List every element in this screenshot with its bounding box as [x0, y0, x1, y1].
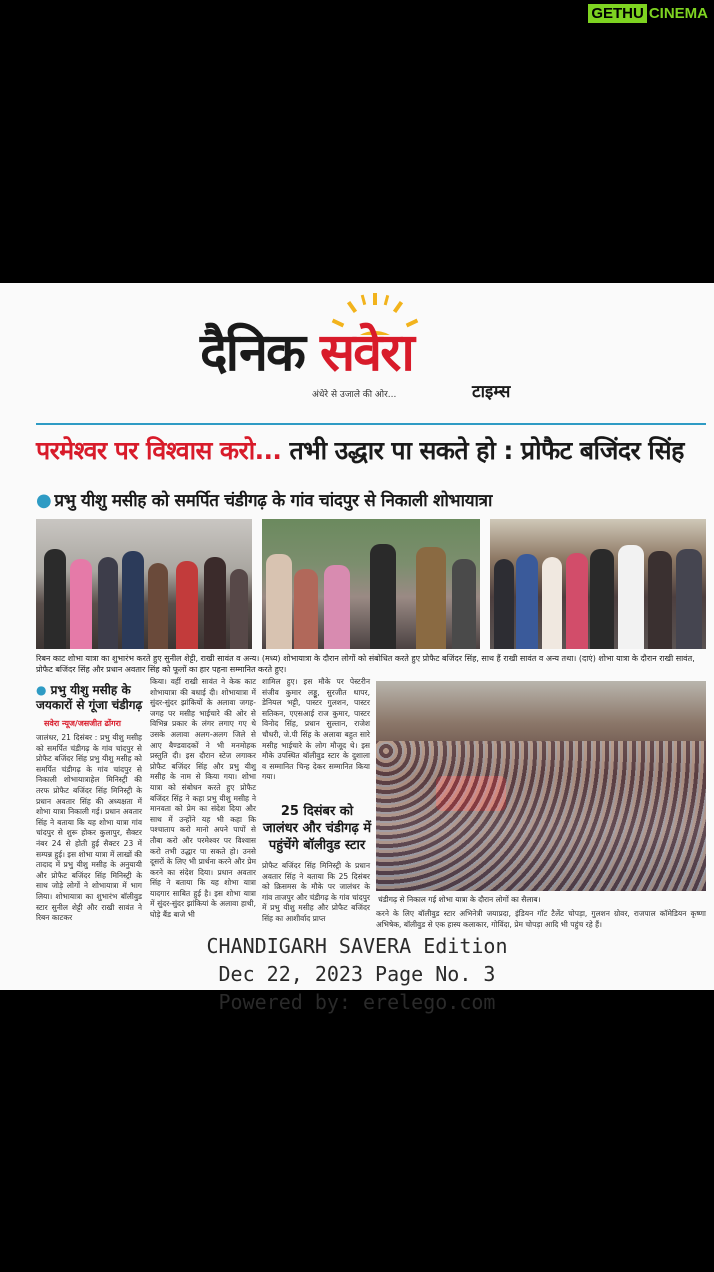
headline-part2: तभी उद्धार पा सकते हो : प्रोफैट बजिंदर सिंह: [289, 436, 684, 465]
watermark-part-a: GETHU: [588, 4, 647, 23]
photo-procession-crowd: [376, 681, 706, 891]
header-rule: [36, 423, 706, 425]
masthead-word2: सवेरा: [320, 323, 413, 383]
masthead-tagline: अंधेरे से उजाले की ओर...: [312, 390, 397, 400]
article-column-2: किया। वहीं राखी सावंत ने केक काट शोभायात्रा की बधाई दी। शोभायात्रा में सुंदर-सुंदर झांकियों के अलावा जगह-जगह पर मसीह भाईचारे की ओर से विभिन्न प्रकार के लंगर लगाए गए थे उसके अलावा अलग-अलग जिले से आए बैण्डवादकों ने भी मनमोहक प्रस्तुति दी। इस दौरान स्टेज लगाकर प्रोफैट बजिंदर सिंह और प्रभु यीशु मसीह के नाम से किया गया। शोभा यात्रा को संबोधन करते हुए प्रोफैट बजिंदर सिंह ने कहा प्रभु यीशु मसीह ने मानवता को प्रेम का संदेश दिया और साथ में उन्होंने यह भी कहा कि पश्चाताप करो मानो अपने पापों से तौबा करो और परमेश्वर पर विश्वास करो तभी उद्धार पा सकते हो। उनसे दूसरों के लिए भी प्रार्थना करने और प्रेम करने का संदेश दिया। प्रधान अवतार सिंह ने बताया कि यह शोभा यात्रा यादगार साबित हुई है। इस शोभा यात्रा में सुंदर-सुंदर झांकियां के अलावा हाथी, घोड़े बैंड बाजे भी: [150, 677, 256, 920]
bullet-icon: ●: [36, 490, 52, 511]
masthead-word1: दैनिक: [200, 323, 304, 383]
photo-caption: रिबन काट शोभा यात्रा का शुभारंभ करते हुए सुनील शेट्टी, राखी सावंत व अन्य। (मध्य) शोभायात्रा के दौरान लोगों को संबोधित करते हुए प्रोफैट बजिंदर सिंह, साथ हैं राखी सावंत व अन्य तथा। (दाएं) शोभा यात्रा के दौरान राखी सावंत, प्रोफैट बजिंदर सिंह और प्रधान अवतार सिंह को फूलों का हार पहना सम्मानित करते हुए।: [36, 654, 695, 674]
newspaper-clipping: [0, 283, 714, 1014]
photo-stage-address: [262, 519, 480, 649]
edition-name: CHANDIGARH SAVERA Edition: [206, 934, 508, 958]
subheadline-text: प्रभु यीशु मसीह को समर्पित चंडीगढ़ के गांव चांदपुर से निकाली शोभायात्रा: [54, 491, 493, 511]
watermark-part-b: CINEMA: [648, 5, 708, 22]
side-headline: ● प्रभु यीशु मसीह के जयकारों से गूंजा चंडीगढ़: [36, 683, 143, 712]
photo2-caption: चंडीगढ़ से निकाल गई शोभा यात्रा के दौरान लोगों का सैलाब।: [378, 895, 541, 904]
photo-ribbon-cutting: [36, 519, 252, 649]
article-column-4: करने के लिए बॉलीवुड स्टार अभिनेत्री जयाप्रदा, इंडियन गॉट टैलेंट चोपड़ा, गुलशन ग्रोवर, राजपाल कॉमेडियन कृष्णा अभिषेक, बॉलीवुड से एक हास्य कलाकार, गोविंदा, प्रेम चोपड़ा आदि भी पहुंच रहे हैं।: [376, 909, 706, 929]
main-headline: [36, 434, 708, 468]
edition-info: [0, 932, 714, 1016]
subheadline: [36, 488, 492, 511]
side-headline-text: प्रभु यीशु मसीह के जयकारों से गूंजा चंडीगढ़: [36, 683, 143, 712]
masthead-subbrand: टाइम्स: [472, 382, 511, 402]
masthead-title: [200, 315, 413, 386]
gethucinema-watermark: [588, 4, 708, 23]
headline-part1: परमेश्वर पर विश्वास करो...: [36, 436, 282, 465]
article-column-1: जालंधर, 21 दिसंबर : प्रभु यीशु मसीह को समर्पित चंडीगढ़ के गांव चांदपुर से प्रोफैट बजिंदर सिंह प्रभु यीशु मसीह को समर्पित चंडीगढ़ के गांव चांदपुर से निकाली शोभायात्राहेल मिनिस्ट्री की तरफ प्रोफैट बजिंदर सिंह मिनिस्ट्री के प्रधान अवतार सिंह की अध्यक्षता में शोभा यात्रा निकाली गई। प्रधान अवतार सिंह ने बताया कि यह शोभा यात्रा गांव चांदपुर से शुरू होकर कुलापुर, सैक्टर नंबर 24 से होती हुई सैक्टर 23 में सम्पन्न हुई। इस शोभा यात्रा में लाखों की तादाद में प्रभु यीशु मसीह के अनुयायी और प्रोफैट बजिंदर सिंह मिनिस्ट्री के साथ जोड़े लोगों ने शोभायात्रा में भाग लिया। शोभायात्रा का शुभारंभ बॉलीवुड स्टार सुनील शेट्टी और राखी सावंत ने रिबन काटकर: [36, 733, 142, 923]
article-column-3b: प्रोफैट बजिंदर सिंह मिनिस्ट्री के प्रधान अवतार सिंह ने बताया कि 25 दिसंबर को क्रिसमस के मौके पर जालंधर के गांव ताजपुर और चंडीगढ़ के गांव चांदपुर में प्रभु यीशु मसीह और प्रोफैट बजिंदर सिंह का आशीर्वाद प्राप्त: [262, 861, 370, 923]
edition-powered-by: Powered by: erelego.com: [218, 990, 496, 1014]
article-column-3: शामिल हुए। इस मौके पर पेस्टरीन संजीव कुमार लड्डू, सुरजीत थापर, डेनियल भट्टी, पास्टर गुलशन, पास्टर सतिकन, एएसआई राज कुमार, पास्टर विनोद सिंह, प्रधान सुल्तान, राजेश चौधरी, जे.पी सिंह के अलावा बहुत सारे मसीह भाईचारे के लोग मौजूद थे। इस मौके उपस्थित बॉलीवुड स्टार के दुशाला व सम्मानित चिन्ह देकर सम्मानित किया गया।: [262, 677, 370, 782]
byline: सवेरा न्यूज/जसजीत ढोंगरा: [44, 719, 121, 728]
subsection-headline: 25 दिसंबर को जालंधर और चंडीगढ़ में पहुंचेंगे बॉलीवुड स्टार: [262, 804, 372, 853]
masthead: [200, 291, 545, 401]
photo-garland-honour: [490, 519, 706, 649]
edition-date-page: Dec 22, 2023 Page No. 3: [218, 962, 496, 986]
